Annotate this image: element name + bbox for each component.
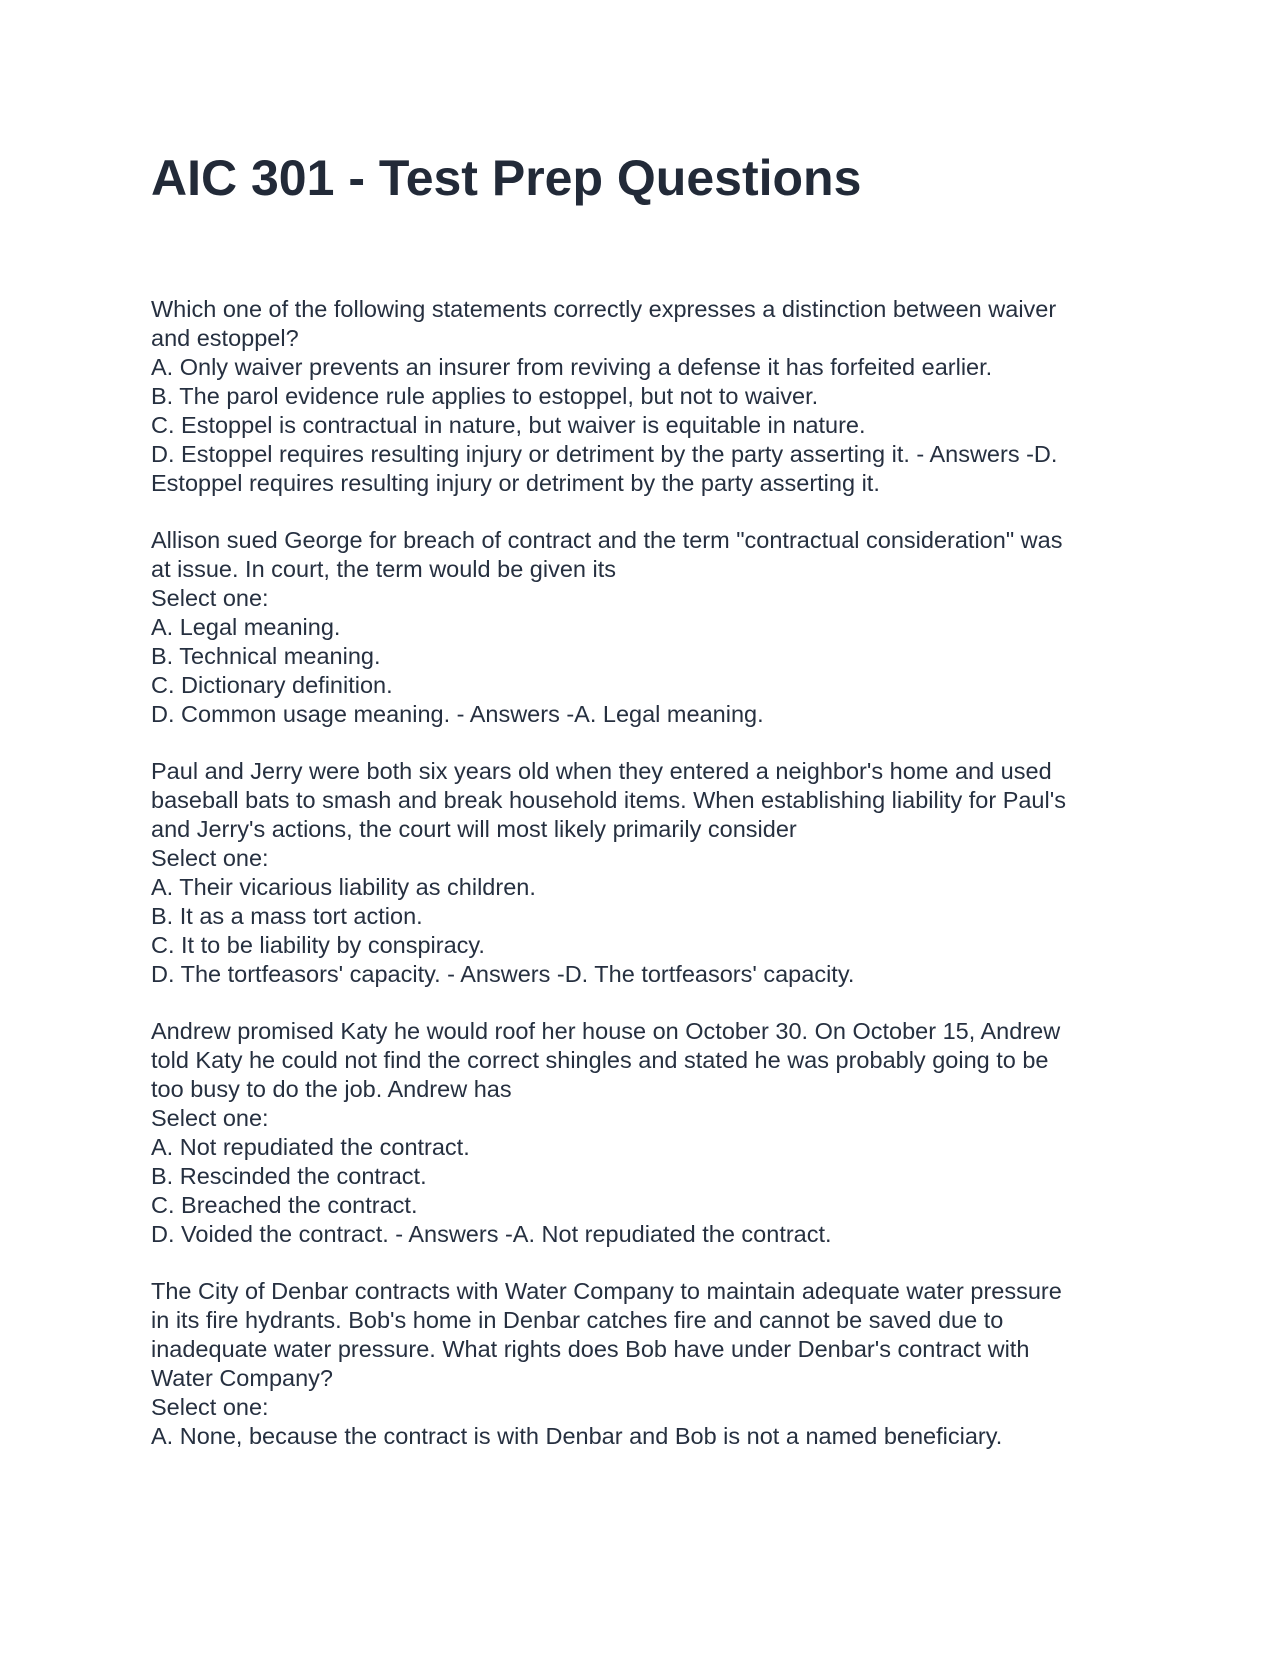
- question-1-option-b: B. The parol evidence rule applies to estoppel, but not to waiver.: [151, 383, 819, 409]
- question-3-option-a: A. Their vicarious liability as children.: [151, 874, 536, 900]
- question-block-1: [151, 295, 1141, 498]
- question-block-4: [151, 1017, 1141, 1249]
- question-5-option-a: A. None, because the contract is with Denbar and Bob is not a named beneficiary.: [151, 1423, 1003, 1449]
- question-block-2: [151, 526, 1141, 729]
- question-2-option-b: B. Technical meaning.: [151, 643, 381, 669]
- question-2-select-one: Select one:: [151, 585, 269, 611]
- question-5-stem-line-2: in its fire hydrants. Bob's home in Denbar catches fire and cannot be saved due to: [151, 1307, 1004, 1333]
- question-5-stem-line-3: inadequate water pressure. What rights does Bob have under Denbar's contract with: [151, 1336, 1030, 1362]
- question-4-stem-line-1: Andrew promised Katy he would roof her house on October 30. On October 15, Andrew: [151, 1018, 1061, 1044]
- question-2-option-d-answer: D. Common usage meaning. - Answers -A. Legal meaning.: [151, 701, 764, 727]
- question-2-stem-line-2: at issue. In court, the term would be given its: [151, 556, 617, 582]
- question-3-option-d-answer: D. The tortfeasors' capacity. - Answers -D. The tortfeasors' capacity.: [151, 961, 855, 987]
- question-3-option-b: B. It as a mass tort action.: [151, 903, 423, 929]
- question-3-stem-line-3: and Jerry's actions, the court will most likely primarily consider: [151, 816, 797, 842]
- question-1-option-c: C. Estoppel is contractual in nature, but waiver is equitable in nature.: [151, 412, 866, 438]
- question-block-5: [151, 1277, 1141, 1451]
- question-5-select-one: Select one:: [151, 1394, 269, 1420]
- question-4-option-d-answer: D. Voided the contract. - Answers -A. Not repudiated the contract.: [151, 1221, 832, 1247]
- question-1-stem-line-1: Which one of the following statements correctly expresses a distinction between waiver: [151, 296, 1057, 322]
- question-5-stem-line-4: Water Company?: [151, 1365, 333, 1391]
- question-list: [151, 295, 1141, 1479]
- question-1-answer-continued: Estoppel requires resulting injury or detriment by the party asserting it.: [151, 470, 880, 496]
- question-3-stem-line-2: baseball bats to smash and break household items. When establishing liability for Paul's: [151, 787, 1066, 813]
- question-3-select-one: Select one:: [151, 845, 269, 871]
- question-5-stem-line-1: The City of Denbar contracts with Water Company to maintain adequate water pressure: [151, 1278, 1062, 1304]
- question-1-option-d-answer: D. Estoppel requires resulting injury or detriment by the party asserting it. - Answers -D.: [151, 441, 1058, 467]
- question-4-stem-line-2: told Katy he could not find the correct shingles and stated he was probably going to be: [151, 1047, 1049, 1073]
- question-2-option-c: C. Dictionary definition.: [151, 672, 393, 698]
- question-3-option-c: C. It to be liability by conspiracy.: [151, 932, 485, 958]
- question-4-stem-line-3: too busy to do the job. Andrew has: [151, 1076, 512, 1102]
- question-2-stem-line-1: Allison sued George for breach of contract and the term "contractual consideration" was: [151, 527, 1063, 553]
- question-2-option-a: A. Legal meaning.: [151, 614, 341, 640]
- question-1-option-a: A. Only waiver prevents an insurer from reviving a defense it has forfeited earlier.: [151, 354, 993, 380]
- question-block-3: [151, 757, 1141, 989]
- question-4-option-c: C. Breached the contract.: [151, 1192, 418, 1218]
- document-title: AIC 301 - Test Prep Questions: [151, 150, 862, 206]
- question-4-option-b: B. Rescinded the contract.: [151, 1163, 427, 1189]
- question-3-stem-line-1: Paul and Jerry were both six years old when they entered a neighbor's home and used: [151, 758, 1052, 784]
- question-4-select-one: Select one:: [151, 1105, 269, 1131]
- question-4-option-a: A. Not repudiated the contract.: [151, 1134, 470, 1160]
- question-1-stem-line-2: and estoppel?: [151, 325, 299, 351]
